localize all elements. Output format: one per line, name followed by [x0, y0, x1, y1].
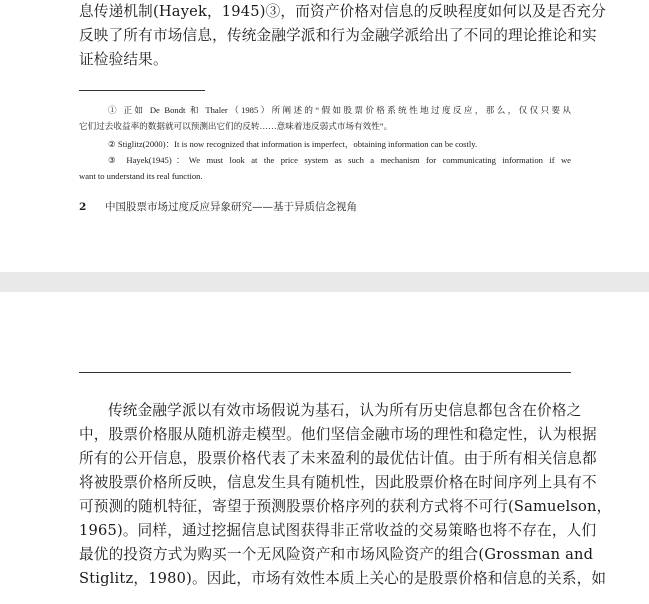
body-text-line: 最优的投资方式为购买一个无风险资产和市场风险资产的组合(Grossman and — [79, 546, 594, 563]
body-text-line: 传统金融学派以有效市场假说为基石，认为所有历史信息都包含在价格之 — [108, 402, 582, 419]
footnote-line: want to understand its real function. — [79, 171, 203, 181]
body-text-line: 反映了所有市场信息，传统金融学派和行为金融学派给出了不同的理论推论和实 — [79, 27, 597, 44]
body-text-line: 将被股票价格所反映，信息发生具有随机性，因此股票价格在时间序列上具有不 — [79, 474, 597, 491]
footnote-separator — [79, 90, 205, 91]
body-text-line: 证检验结果。 — [79, 51, 168, 68]
body-text-line: 1965)。同样，通过挖掘信息试图获得非正常收益的交易策略也将不存在，人们 — [79, 522, 597, 539]
running-head-title: 中国股票市场过度反应异象研究——基于异质信念视角 — [105, 201, 357, 213]
footnote-line: 它们过去收益率的数据就可以预测出它们的反转……意味着违反弱式市场有效性”。 — [79, 121, 393, 131]
body-text-line: 中，股票价格服从随机游走模型。他们坚信金融市场的理性和稳定性，认为根据 — [79, 426, 597, 443]
top-page — [0, 0, 649, 272]
body-text-line: 所有的公开信息，股票价格代表了未来盈利的最优估计值。由于所有相关信息都 — [79, 450, 597, 467]
footnote-line: ② Stiglitz(2000)：It is now recognized that information is imperfect，obtaining information can be costly. — [108, 139, 478, 149]
header-rule — [79, 372, 571, 373]
footnote-line: ③ Hayek(1945)：We must look at the price system as such a mechanism for communicating information if we — [108, 155, 571, 165]
body-text-line: 息传递机制(Hayek，1945)③，而资产价格对信息的反映程度如何以及是否充分 — [79, 3, 606, 20]
body-text-line: Stiglitz，1980)。因此，市场有效性本质上关心的是股票价格和信息的关系，如 — [79, 570, 607, 587]
body-text-line: 可预测的随机特征，寄望于预测股票价格序列的获利方式将不可行(Samuelson， — [79, 498, 612, 515]
page-number: 2 — [79, 201, 87, 213]
bottom-page — [0, 292, 649, 604]
footnote-line: ① 正如 De Bondt 和 Thaler（1985）所阐述的“假如股票价格系统性地过度反应，那么，仅仅只要从 — [108, 105, 571, 115]
running-head — [79, 200, 357, 214]
